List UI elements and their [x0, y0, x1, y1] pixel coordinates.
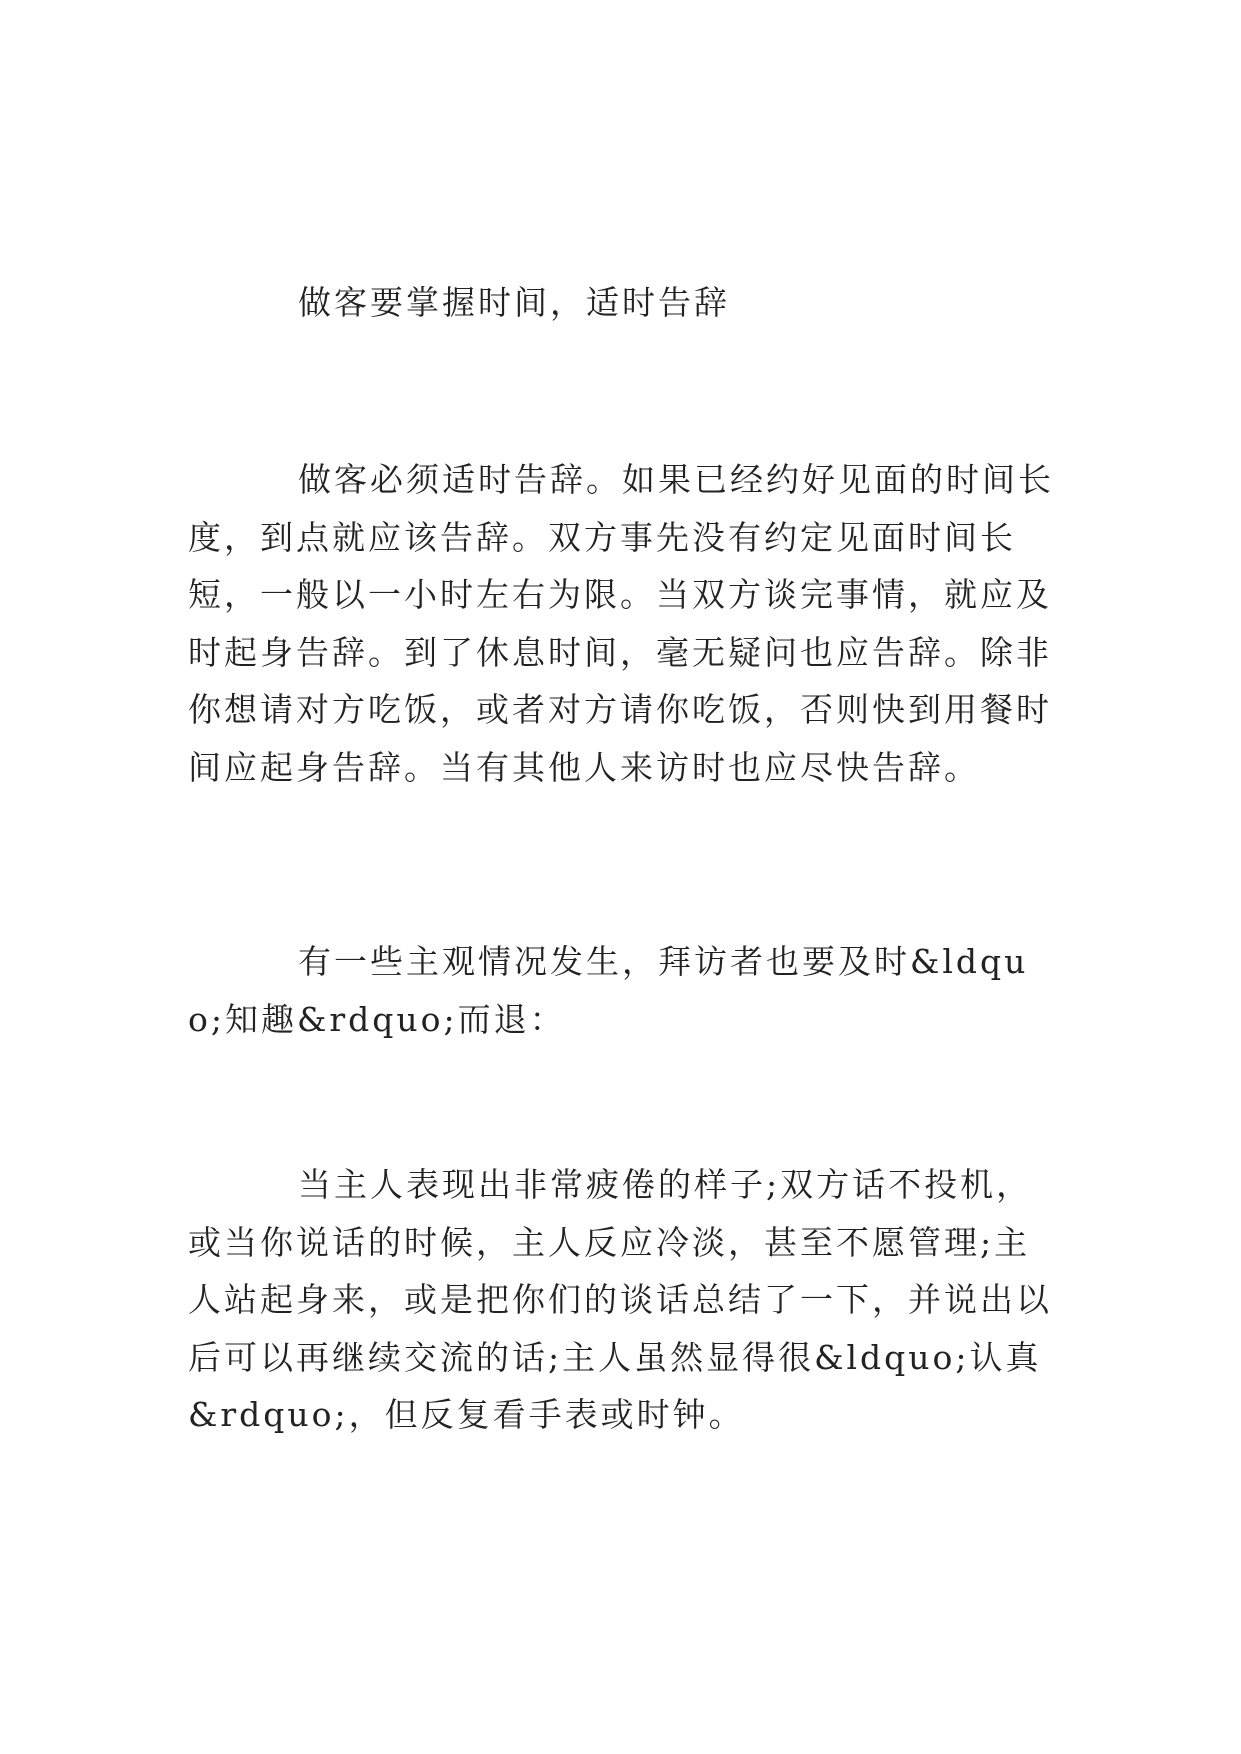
document-heading: 做客要掌握时间，适时告辞 — [298, 283, 730, 322]
paragraph-subjective-situations: 有一些主观情况发生，拜访者也要及时&ldquo;知趣&rdquo;而退： — [188, 942, 1029, 1039]
paragraph-leave-on-time: 做客必须适时告辞。如果已经约好见面的时间长度，到点就应该告辞。双方事先没有约定见面时间长短，一般以一小时左右为限。当双方谈完事情，就应及时起身告辞。到了休息时间，毫无疑问也应告辞。除非你想请对方吃饭，或者对方请你吃饭，否则快到用餐时间应起身告辞。当有其他人来访时也应尽快告辞。 — [188, 460, 1054, 787]
paragraph-host-signals: 当主人表现出非常疲倦的样子;双方话不投机，或当你说话的时候，主人反应冷淡，甚至不愿管理;主人站起身来，或是把你们的谈话总结了一下，并说出以后可以再继续交流的话;主人虽然显得很&ldquo;认真&rdquo;，但反复看手表或时钟。 — [188, 1165, 1052, 1434]
